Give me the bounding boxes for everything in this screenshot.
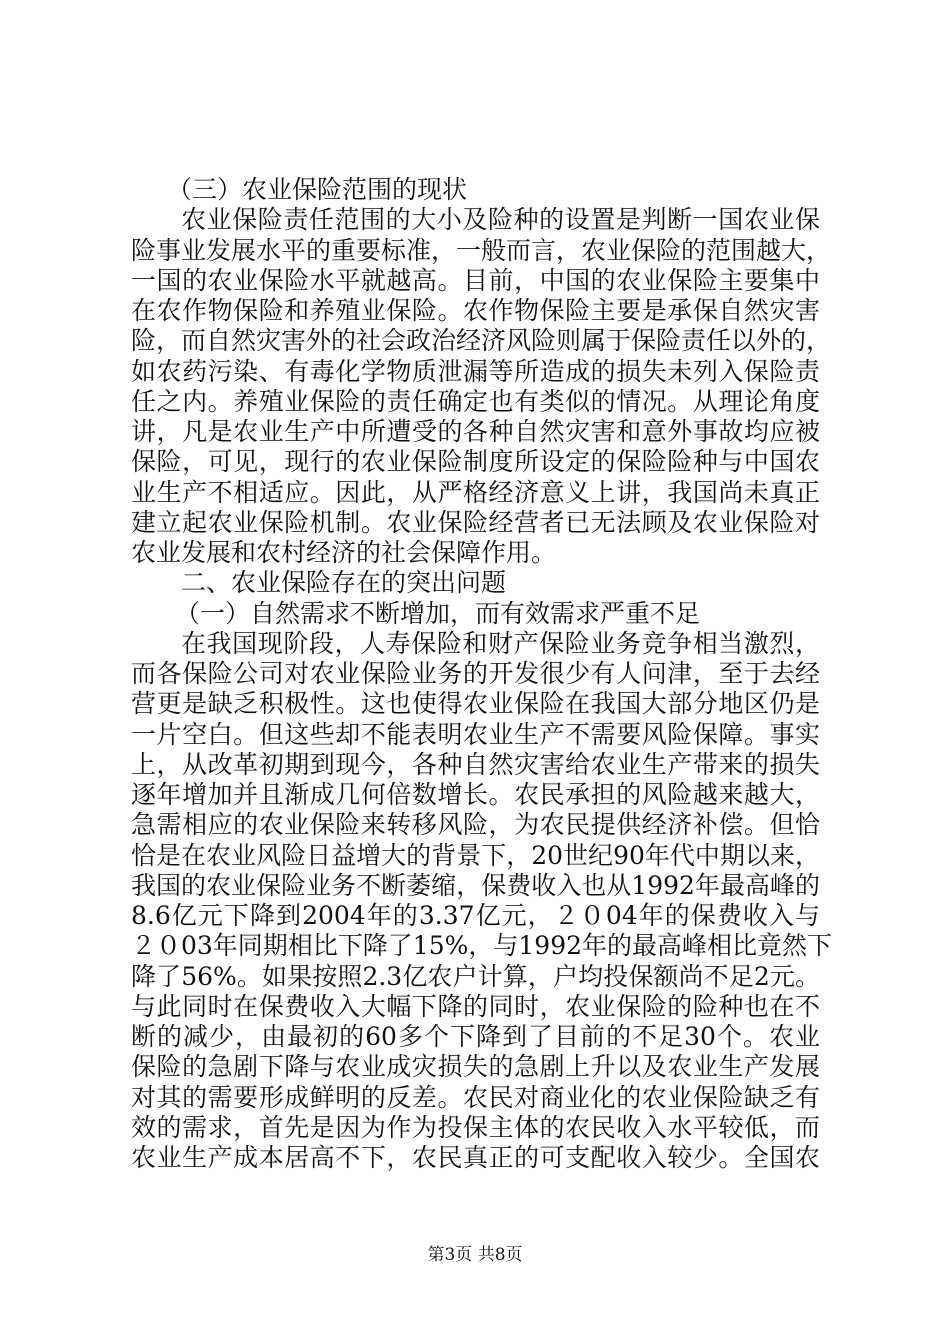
text-line: 恰是在农业风险日益增大的背景下，20世纪90年代中期以来， [131, 840, 820, 870]
text-line: 与此同时在保费收入大幅下降的同时，农业保险的险种也在不 [131, 991, 820, 1021]
text-line: 一片空白。但这些却不能表明农业生产不需要风险保障。事实 [131, 719, 820, 749]
text-line: 一国的农业保险水平就越高。目前，中国的农业保险主要集中 [131, 265, 820, 295]
text-line: 降了56%。如果按照2.3亿农户计算，户均投保额尚不足2元。 [131, 961, 820, 991]
text-line: 断的减少，由最初的60多个下降到了目前的不足30个。农业 [131, 1022, 820, 1051]
text-line: 险事业发展水平的重要标准，一般而言，农业保险的范围越大， [131, 235, 832, 265]
text-line: 农业生产成本居高不下，农民真正的可支配收入较少。全国农 [131, 1143, 820, 1172]
text-line: 业生产不相适应。因此，从严格经济意义上讲，我国尚未真正 [131, 477, 820, 507]
text-line: 上，从改革初期到现今，各种自然灾害给农业生产带来的损失 [131, 749, 820, 779]
page-footer: 第3页 共8页 [427, 1245, 523, 1265]
text-line: ２０03年同期相比下降了15%，与1992年的最高峰相比竟然下 [131, 931, 833, 961]
text-line: 农业发展和农村经济的社会保障作用。 [131, 538, 557, 567]
text-line: 效的需求，首先是因为作为投保主体的农民收入水平较低，而 [131, 1112, 820, 1142]
text-line: 保险的急剧下降与农业成灾损失的急剧上升以及农业生产发展 [131, 1052, 820, 1082]
text-line: 讲，凡是农业生产中所遭受的各种自然灾害和意外事故均应被 [131, 417, 820, 446]
text-line: 农业保险责任范围的大小及险种的设置是判断一国农业保 [181, 205, 820, 235]
document-body [131, 175, 833, 1173]
subsection-heading: （一）自然需求不断增加，而有效需求严重不足 [175, 598, 701, 628]
text-line: 8.6亿元下降到2004年的3.37亿元，２０04年的保费收入与 [131, 901, 820, 930]
text-line: 在农作物保险和养殖业保险。农作物保险主要是承保自然灾害 [131, 296, 820, 325]
text-line: 营更是缺乏积极性。这也使得农业保险在我国大部分地区仍是 [131, 689, 820, 719]
text-line: 保险，可见，现行的农业保险制度所设定的保险险种与中国农 [131, 447, 820, 477]
section-heading: 二、农业保险存在的突出问题 [181, 568, 507, 598]
text-line: 而各保险公司对农业保险业务的开发很少有人问津，至于去经 [131, 659, 820, 688]
text-line: 在我国现阶段，人寿保险和财产保险业务竞争相当激烈， [181, 628, 820, 658]
text-line: 如农药污染、有毒化学物质泄漏等所造成的损失未列入保险责 [131, 356, 820, 386]
text-line: 逐年增加并且渐成几何倍数增长。农民承担的风险越来越大， [131, 780, 820, 809]
text-line: 急需相应的农业保险来转移风险，为农民提供经济补偿。但恰 [131, 810, 820, 840]
text-line: 任之内。养殖业保险的责任确定也有类似的情况。从理论角度 [131, 386, 820, 416]
section-heading: （三）农业保险范围的现状 [167, 175, 468, 204]
text-line: 我国的农业保险业务不断萎缩，保费收入也从1992年最高峰的 [131, 870, 820, 900]
text-line: 对其的需要形成鲜明的反差。农民对商业化的农业保险缺乏有 [131, 1082, 820, 1112]
text-line: 建立起农业保险机制。农业保险经营者已无法顾及农业保险对 [131, 507, 820, 537]
text-line: 险，而自然灾害外的社会政治经济风险则属于保险责任以外的， [131, 326, 832, 356]
